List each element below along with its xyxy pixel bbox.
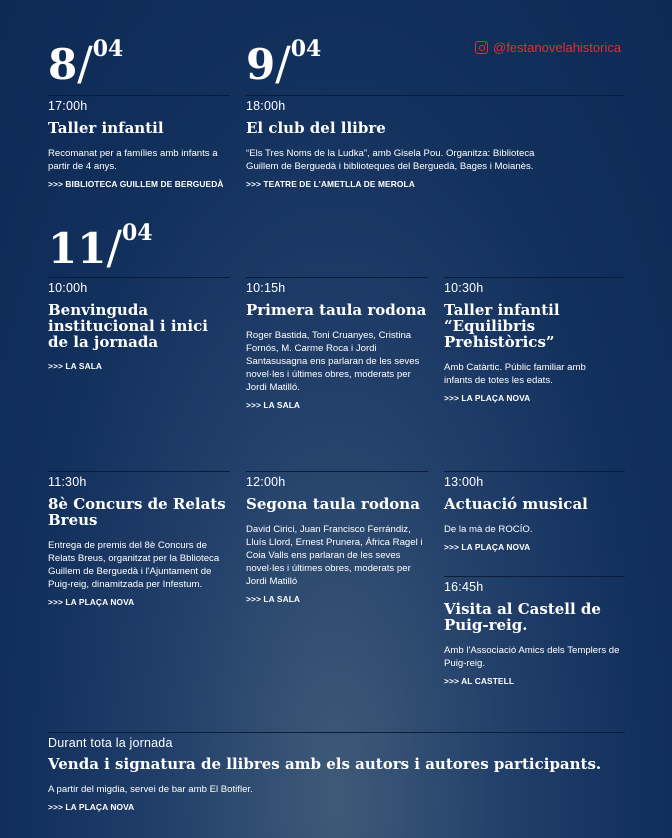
event-title: Benvinguda institucional i inici de la jornada bbox=[48, 301, 208, 351]
event-description: Recomanat per a famílies amb infants a partir de 4 anys. bbox=[48, 148, 218, 172]
event-time: 16:45h bbox=[444, 580, 484, 594]
divider bbox=[444, 576, 625, 577]
date-8-april bbox=[48, 36, 124, 90]
instagram-handle[interactable] bbox=[475, 40, 621, 55]
date-11-april bbox=[48, 220, 153, 274]
event-time: 18:00h bbox=[246, 99, 286, 113]
date-slash: / bbox=[275, 36, 291, 90]
event-title: Actuació musical bbox=[444, 495, 588, 513]
event-benvinguda bbox=[48, 277, 230, 371]
event-description: “Els Tres Noms de la Ludka”, amb Gisela Pou. Organitza: Biblioteca Guillem de Berguedà i biblioteques del Berguedà, Bages i Moianès. bbox=[246, 148, 535, 172]
event-place: >>> LA PLAÇA NOVA bbox=[444, 393, 531, 403]
event-taller-infantil-8 bbox=[48, 95, 230, 189]
event-time: 10:30h bbox=[444, 281, 484, 295]
divider bbox=[48, 471, 230, 472]
event-place: >>> TEATRE DE L'AMETLLA DE MEROLA bbox=[246, 179, 415, 189]
date-day: 9 bbox=[246, 40, 276, 89]
event-visita-castell bbox=[444, 576, 625, 686]
date-month: 04 bbox=[290, 36, 322, 62]
divider bbox=[48, 732, 625, 733]
event-place: >>> AL CASTELL bbox=[444, 676, 515, 686]
event-description: Amb l'Associació Amics dels Templers de Puig-reig. bbox=[444, 645, 620, 669]
event-title: Segona taula rodona bbox=[246, 495, 420, 513]
event-title: Taller infantil bbox=[48, 119, 164, 137]
allday-title: Venda i signatura de llibres amb els autors i autores participants. bbox=[48, 755, 602, 773]
event-time: 10:15h bbox=[246, 281, 286, 295]
event-time: 10:00h bbox=[48, 281, 88, 295]
event-primera-taula bbox=[246, 277, 428, 410]
event-title: El club del llibre bbox=[246, 119, 386, 137]
instagram-handle-text: @festanovelahistorica bbox=[493, 40, 622, 55]
divider bbox=[48, 95, 230, 96]
allday-description: A partir del migdia, servei de bar amb El Botifler. bbox=[48, 784, 253, 795]
event-description: Roger Bastida, Toni Cruanyes, Cristina Fornós, M. Carme Roca i Jordi Santasusagna ens parlaran de les seves novel·les i últimes obres, moderats per Jordi Matilló. bbox=[246, 330, 420, 393]
event-description: De la mà de ROCÍO. bbox=[444, 524, 533, 535]
divider bbox=[246, 277, 428, 278]
date-month: 04 bbox=[92, 36, 124, 62]
divider bbox=[246, 471, 428, 472]
event-place: >>> LA SALA bbox=[246, 400, 301, 410]
event-description: Entrega de premis del 8è Concurs de Relats Breus, organitzat per la Bblioteca Guillem de Berguedà i l'Ajuntament de Puig-reig, dinamitzada per Infestum. bbox=[48, 540, 220, 590]
event-place: >>> LA PLAÇA NOVA bbox=[48, 597, 135, 607]
allday-label: Durant tota la jornada bbox=[48, 736, 173, 750]
divider bbox=[444, 277, 625, 278]
divider bbox=[48, 277, 230, 278]
event-place: >>> LA SALA bbox=[48, 361, 103, 371]
event-concurs-relats bbox=[48, 471, 230, 607]
event-description: Amb Catàrtic. Públic familiar amb infants de totes les edats. bbox=[444, 362, 586, 386]
event-club-del-llibre bbox=[246, 95, 625, 189]
date-month: 04 bbox=[121, 220, 153, 246]
event-title: Taller infantil “Equilibris Prehistòrics” bbox=[444, 301, 560, 351]
event-segona-taula bbox=[246, 471, 428, 604]
divider bbox=[246, 95, 625, 96]
event-durant-tota-la-jornada bbox=[48, 732, 625, 812]
event-actuacio-musical bbox=[444, 471, 625, 552]
event-time: 13:00h bbox=[444, 475, 484, 489]
date-slash: / bbox=[106, 220, 122, 274]
event-taller-equilibris bbox=[444, 277, 625, 403]
event-title: Visita al Castell de Puig-reig. bbox=[444, 600, 601, 634]
event-place: >>> BIBLIOTECA GUILLEM DE BERGUEDÀ bbox=[48, 179, 224, 189]
date-day: 11 bbox=[48, 224, 107, 273]
event-time: 11:30h bbox=[48, 475, 87, 489]
event-title: Primera taula rodona bbox=[246, 301, 427, 319]
date-slash: / bbox=[77, 36, 93, 90]
divider bbox=[444, 471, 625, 472]
event-place: >>> LA SALA bbox=[246, 594, 301, 604]
event-description: David Cirici, Juan Francisco Ferrándiz, Lluís Llord, Ernest Prunera, África Ragel i Coia Valls ens parlaran de les seves novel·les i últimes obres, moderats per Jordi Matilló bbox=[246, 524, 423, 587]
event-place: >>> LA PLAÇA NOVA bbox=[444, 542, 531, 552]
date-9-april bbox=[246, 36, 322, 90]
event-time: 12:00h bbox=[246, 475, 286, 489]
instagram-icon bbox=[475, 41, 488, 54]
event-title: 8è Concurs de Relats Breus bbox=[48, 495, 226, 529]
allday-place: >>> LA PLAÇA NOVA bbox=[48, 802, 135, 812]
date-day: 8 bbox=[48, 40, 78, 89]
event-time: 17:00h bbox=[48, 99, 88, 113]
